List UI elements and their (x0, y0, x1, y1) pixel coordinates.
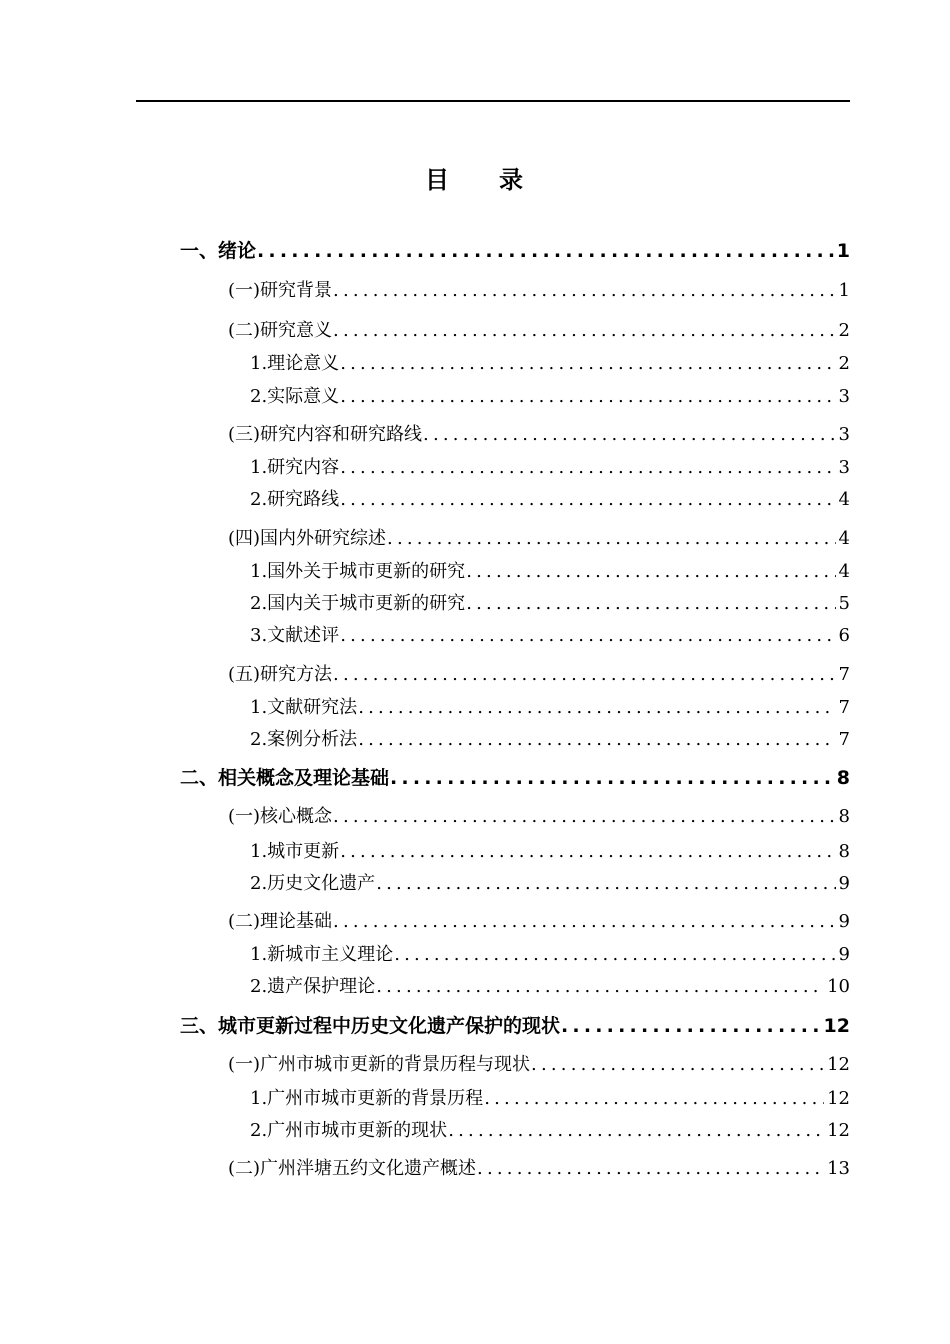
toc-entry-label: 1.国外关于城市更新的研究 (250, 561, 466, 582)
toc-leader (340, 489, 835, 510)
toc-leader (376, 976, 824, 997)
toc-leader (333, 911, 836, 932)
toc-leader (340, 386, 835, 407)
toc-entry-label: 1.广州市城市更新的背景历程 (250, 1088, 484, 1109)
toc-entry-label: 3.文献述评 (250, 625, 340, 646)
toc-entry-label: 三、城市更新过程中历史文化遗产保护的现状 (180, 1015, 561, 1037)
toc-entry-label: (二)研究意义 (228, 320, 333, 341)
toc-leader (466, 561, 835, 582)
toc-entry-page: 1 (838, 280, 850, 301)
toc-entry[interactable] (250, 349, 850, 375)
title-char-2: 录 (499, 166, 525, 194)
toc-leader (333, 280, 836, 301)
toc-entry-page: 9 (838, 873, 850, 894)
toc-leader (423, 424, 836, 445)
toc-entry-label: 2.遗产保护理论 (250, 976, 376, 997)
toc-entry[interactable] (228, 276, 850, 302)
toc-leader (340, 625, 835, 646)
toc-leader (561, 1015, 821, 1037)
toc-entry-label: (一)广州市城市更新的背景历程与现状 (228, 1054, 531, 1075)
toc-entry-page: 12 (827, 1054, 850, 1075)
toc-entry[interactable] (250, 453, 850, 479)
toc-entry-page: 2 (838, 353, 850, 374)
toc-entry[interactable] (180, 236, 850, 263)
toc-entry-page: 8 (838, 841, 850, 862)
toc-entry[interactable] (250, 837, 850, 863)
toc-entry-label: 1.理论意义 (250, 353, 340, 374)
toc-leader (340, 353, 835, 374)
toc-leader (531, 1054, 824, 1075)
toc-entry[interactable] (228, 1050, 850, 1076)
toc-entry-page: 4 (838, 489, 850, 510)
toc-entry-page: 9 (838, 911, 850, 932)
toc-entry[interactable] (250, 693, 850, 719)
toc-entry-page: 7 (838, 729, 850, 750)
toc-entry[interactable] (228, 907, 850, 933)
toc-entry[interactable] (250, 557, 850, 583)
toc-entry[interactable] (250, 621, 850, 647)
toc-entry[interactable] (228, 420, 850, 446)
toc-entry[interactable] (228, 316, 850, 342)
toc-entry-page: 3 (838, 424, 850, 445)
toc-leader (390, 767, 834, 789)
header-rule (136, 100, 850, 102)
toc-leader (376, 873, 835, 894)
toc-entry[interactable] (250, 589, 850, 615)
toc-entry[interactable] (250, 485, 850, 511)
toc-entry-label: 2.历史文化遗产 (250, 873, 376, 894)
toc-leader (387, 528, 836, 549)
toc-entry-page: 12 (827, 1088, 850, 1109)
toc-leader (333, 664, 836, 685)
toc-leader (340, 841, 835, 862)
toc-entry-page: 4 (838, 561, 850, 582)
toc-entry-label: 1.文献研究法 (250, 697, 358, 718)
toc-entry-page: 12 (823, 1015, 850, 1037)
toc-entry[interactable] (250, 972, 850, 998)
toc-entry-label: (二)广州泮塘五约文化遗产概述 (228, 1158, 477, 1179)
toc-entry-label: 2.广州市城市更新的现状 (250, 1120, 448, 1141)
toc-leader (358, 697, 835, 718)
toc-entry-label: 1.新城市主义理论 (250, 944, 394, 965)
toc-entry-label: 二、相关概念及理论基础 (180, 767, 390, 789)
toc-leader (484, 1088, 824, 1109)
toc-entry-label: 2.国内关于城市更新的研究 (250, 593, 466, 614)
toc-leader (333, 806, 836, 827)
toc-entry[interactable] (180, 763, 850, 790)
toc-entry[interactable] (228, 802, 850, 828)
toc-entry-label: 2.实际意义 (250, 386, 340, 407)
toc-entry-page: 12 (827, 1120, 850, 1141)
toc-entry-page: 2 (838, 320, 850, 341)
toc-entry-page: 4 (838, 528, 850, 549)
toc-entry-page: 3 (838, 457, 850, 478)
toc-entry[interactable] (250, 1084, 850, 1110)
toc-entry[interactable] (250, 725, 850, 751)
page-title (0, 160, 950, 195)
toc-entry[interactable] (250, 869, 850, 895)
toc-entry-page: 5 (838, 593, 850, 614)
toc-entry-page: 10 (827, 976, 850, 997)
toc-entry-page: 7 (838, 697, 850, 718)
toc-entry-label: 一、绪论 (180, 240, 257, 262)
toc-entry-label: 2.案例分析法 (250, 729, 358, 750)
toc-leader (340, 457, 835, 478)
toc-leader (358, 729, 835, 750)
toc-entry[interactable] (228, 524, 850, 550)
toc-leader (466, 593, 835, 614)
toc-entry[interactable] (250, 382, 850, 408)
toc-leader (477, 1158, 824, 1179)
toc-leader (333, 320, 836, 341)
toc-entry[interactable] (228, 1154, 850, 1180)
toc-entry-label: 2.研究路线 (250, 489, 340, 510)
toc-entry-page: 3 (838, 386, 850, 407)
toc-entry-page: 1 (836, 240, 850, 262)
toc-entry[interactable] (250, 1116, 850, 1142)
toc-leader (394, 944, 835, 965)
toc-entry-label: (三)研究内容和研究路线 (228, 424, 423, 445)
toc-leader (448, 1120, 824, 1141)
toc-entry-label: 1.城市更新 (250, 841, 340, 862)
toc-entry-page: 9 (838, 944, 850, 965)
toc-entry-page: 8 (838, 806, 850, 827)
toc-entry-page: 13 (827, 1158, 850, 1179)
toc-entry-page: 8 (836, 767, 850, 789)
toc-entry[interactable] (180, 1011, 850, 1038)
toc-entry-label: (四)国内外研究综述 (228, 528, 387, 549)
toc-entry-label: (五)研究方法 (228, 664, 333, 685)
toc-entry-label: (一)核心概念 (228, 806, 333, 827)
toc-entry[interactable] (228, 660, 850, 686)
toc-entry[interactable] (250, 940, 850, 966)
toc-entry-page: 6 (838, 625, 850, 646)
toc-entry-label: 1.研究内容 (250, 457, 340, 478)
title-char-1: 目 (425, 166, 451, 194)
toc-entry-label: (二)理论基础 (228, 911, 333, 932)
toc-leader (257, 240, 834, 262)
toc-entry-label: (一)研究背景 (228, 280, 333, 301)
toc-entry-page: 7 (838, 664, 850, 685)
